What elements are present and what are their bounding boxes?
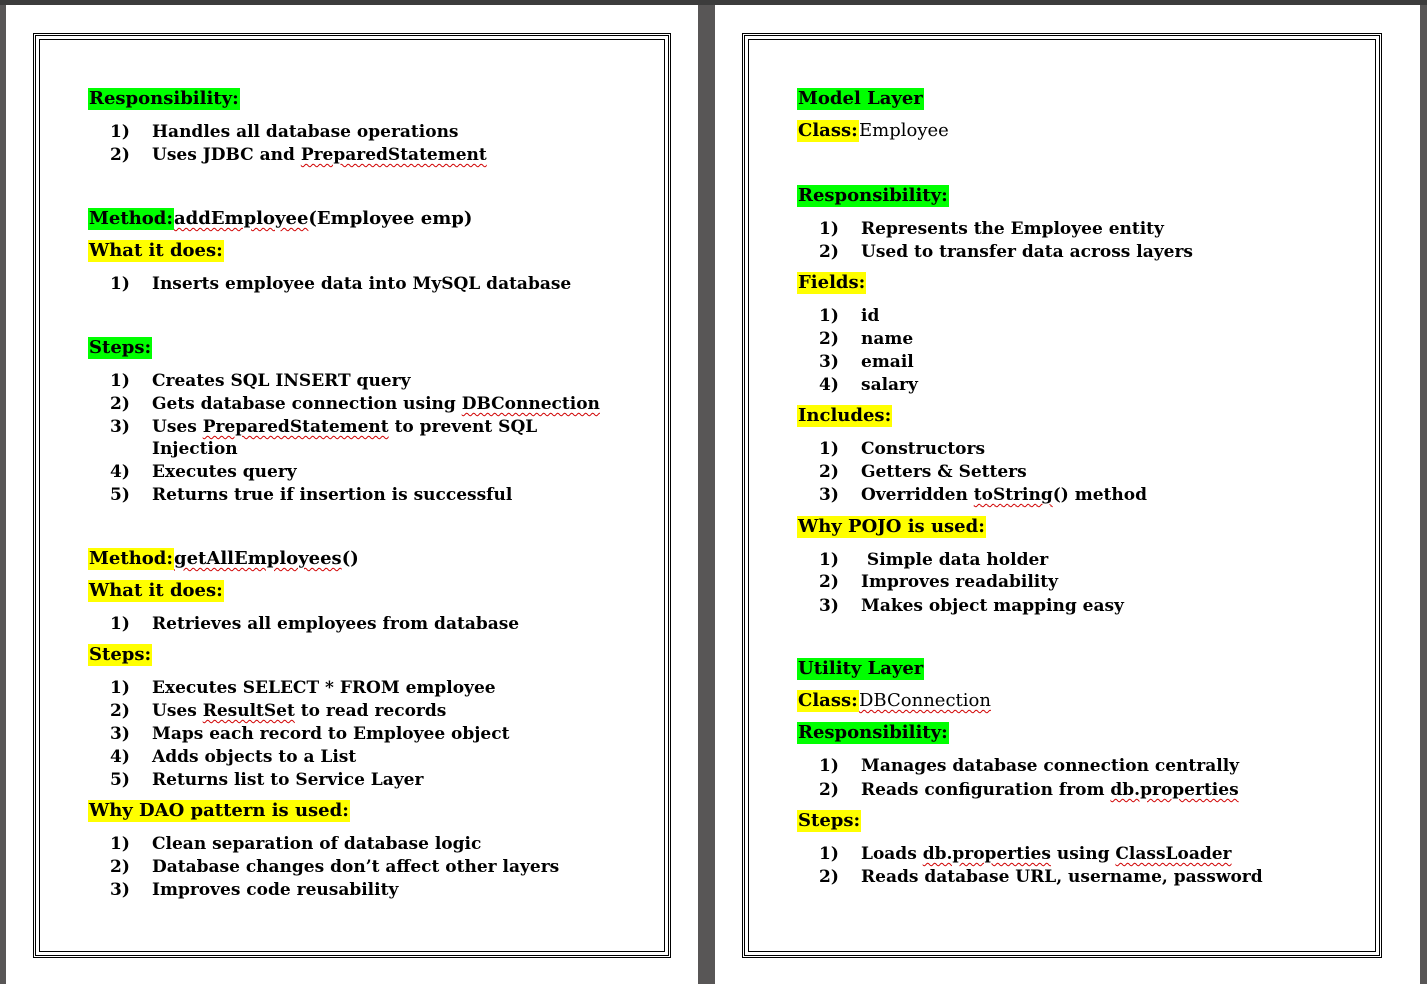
list-number: 1) — [110, 371, 130, 391]
list-number: 1) — [110, 274, 130, 294]
list-number: 1) — [110, 678, 130, 698]
list-number: 1) — [819, 439, 839, 459]
steps-heading: Steps: — [89, 337, 152, 358]
steps-heading: Steps: — [798, 810, 861, 831]
method-label: Method: — [89, 548, 174, 569]
list-number: 4) — [110, 747, 130, 767]
list-number: 3) — [819, 596, 839, 616]
class-value: DBConnection — [859, 690, 991, 711]
method-label: Method: — [89, 208, 174, 229]
list-item: Gets database connection using DBConnection — [152, 394, 600, 414]
list-item: Uses ResultSet to read records — [152, 701, 447, 721]
method-name: addEmployee(Employee emp) — [174, 208, 473, 229]
list-item: Uses JDBC and PreparedStatement — [152, 145, 487, 165]
list-number: 2) — [819, 329, 839, 349]
list-number: 1) — [819, 844, 839, 864]
list-item: Executes query — [152, 462, 297, 482]
list-item: Executes SELECT * FROM employee — [152, 678, 496, 698]
list-number: 2) — [819, 242, 839, 262]
method-name: getAllEmployees() — [174, 548, 359, 569]
list-number: 1) — [819, 219, 839, 239]
list-item: Getters & Setters — [861, 462, 1027, 482]
list-item-continuation: Injection — [152, 439, 238, 459]
list-number: 2) — [110, 394, 130, 414]
utility-layer-heading: Utility Layer — [798, 658, 924, 679]
list-item: Returns true if insertion is successful — [152, 485, 513, 505]
class-label: Class: — [798, 120, 858, 141]
list-item: Clean separation of database logic — [152, 834, 482, 854]
list-number: 1) — [819, 306, 839, 326]
class-value: Employee — [859, 120, 949, 141]
list-item: name — [861, 329, 914, 349]
list-number: 2) — [819, 572, 839, 592]
list-number: 1) — [110, 834, 130, 854]
list-item: Improves readability — [861, 572, 1058, 592]
includes-heading: Includes: — [798, 405, 892, 426]
list-item: salary — [861, 375, 918, 395]
list-item: Simple data holder — [861, 550, 1049, 570]
list-number: 4) — [819, 375, 839, 395]
model-layer-heading: Model Layer — [798, 88, 923, 109]
responsibility-heading: Responsibility: — [798, 722, 948, 743]
list-item: Inserts employee data into MySQL database — [152, 274, 572, 294]
why-pojo-heading: Why POJO is used: — [798, 516, 985, 537]
list-item: email — [861, 352, 914, 372]
responsibility-heading: Responsibility: — [798, 185, 948, 206]
class-label: Class: — [798, 690, 858, 711]
list-item: Represents the Employee entity — [861, 219, 1164, 239]
document-page-right — [715, 5, 1420, 984]
list-item: Used to transfer data across layers — [861, 242, 1193, 262]
list-item: Constructors — [861, 439, 986, 459]
list-number: 1) — [819, 550, 839, 570]
list-number: 4) — [110, 462, 130, 482]
list-item: Manages database connection centrally — [861, 756, 1240, 776]
steps-heading: Steps: — [89, 644, 152, 665]
list-item: Retrieves all employees from database — [152, 614, 520, 634]
list-item: Overridden toString() method — [861, 485, 1147, 505]
list-number: 2) — [110, 701, 130, 721]
list-item: Makes object mapping easy — [861, 596, 1124, 616]
why-dao-heading: Why DAO pattern is used: — [89, 800, 349, 821]
list-item: Database changes don’t affect other layers — [152, 857, 560, 877]
list-number: 3) — [110, 417, 130, 437]
list-number: 2) — [819, 462, 839, 482]
document-page-left — [6, 5, 698, 984]
list-number: 1) — [110, 122, 130, 142]
list-number: 3) — [819, 485, 839, 505]
list-item: id — [861, 306, 880, 326]
list-number: 1) — [819, 756, 839, 776]
list-number: 3) — [110, 724, 130, 744]
list-item: Handles all database operations — [152, 122, 459, 142]
list-number: 3) — [110, 880, 130, 900]
fields-heading: Fields: — [798, 272, 866, 293]
list-number: 3) — [819, 352, 839, 372]
list-number: 2) — [110, 145, 130, 165]
what-it-does-heading: What it does: — [89, 580, 223, 601]
list-item: Creates SQL INSERT query — [152, 371, 411, 391]
list-item: Uses PreparedStatement to prevent SQL — [152, 417, 538, 437]
list-number: 2) — [110, 857, 130, 877]
list-item: Maps each record to Employee object — [152, 724, 510, 744]
list-item: Reads database URL, username, password — [861, 867, 1263, 887]
list-number: 5) — [110, 485, 130, 505]
list-item: Reads configuration from db.properties — [861, 780, 1239, 800]
list-number: 5) — [110, 770, 130, 790]
list-number: 2) — [819, 780, 839, 800]
list-item: Loads db.properties using ClassLoader — [861, 844, 1232, 864]
what-it-does-heading: What it does: — [89, 240, 223, 261]
list-number: 1) — [110, 614, 130, 634]
list-number: 2) — [819, 867, 839, 887]
list-item: Returns list to Service Layer — [152, 770, 424, 790]
list-item: Adds objects to a List — [152, 747, 357, 767]
responsibility-heading: Responsibility: — [89, 88, 239, 109]
list-item: Improves code reusability — [152, 880, 399, 900]
